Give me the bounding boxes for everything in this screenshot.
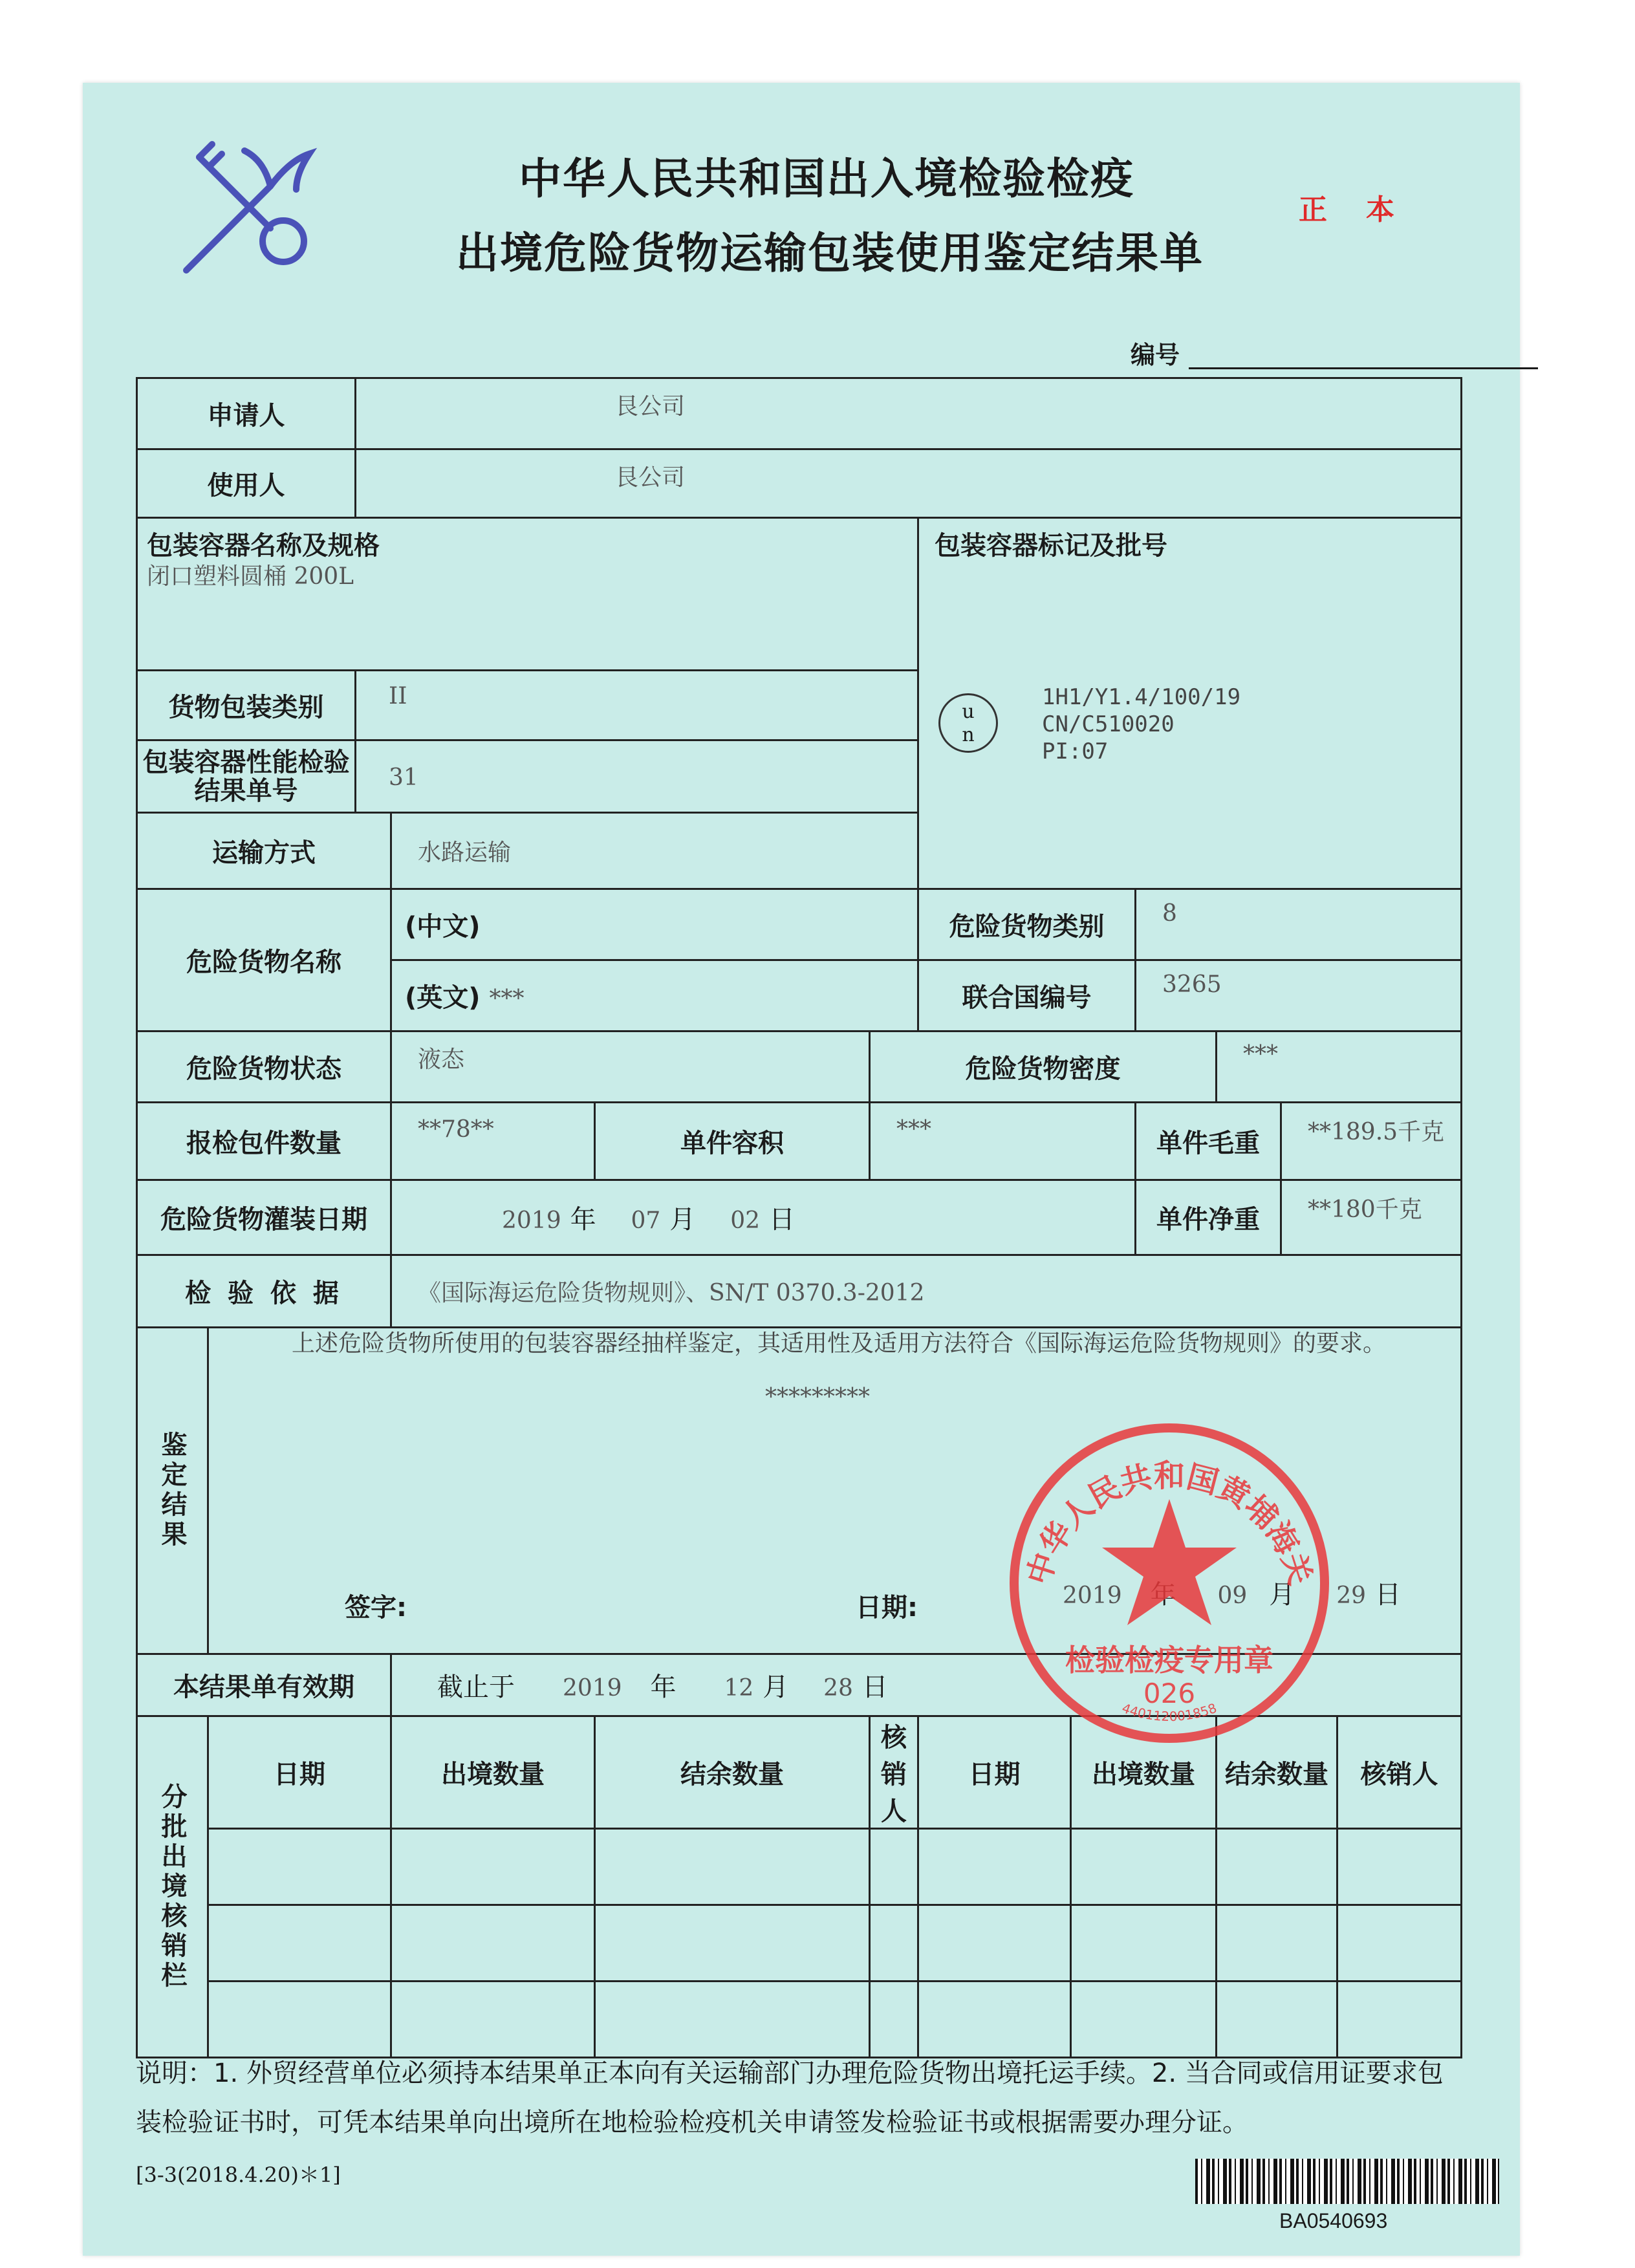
certificate-paper bbox=[83, 83, 1520, 2256]
un-number-label: 联合国编号 bbox=[918, 960, 1136, 1031]
transport-value: 水路运输 bbox=[391, 813, 918, 889]
goods-name-en-value: *** bbox=[489, 986, 525, 1012]
barcode-number: BA0540693 bbox=[1279, 2209, 1388, 2232]
batch-header-export-qty-2: 出境数量 bbox=[1071, 1716, 1217, 1829]
container-name-value: 闭口塑料圆桶 200L bbox=[147, 563, 354, 590]
container-mark-label: 包装容器标记及批号 bbox=[935, 531, 1167, 561]
certificate-form bbox=[136, 377, 1462, 2058]
transport-label: 运输方式 bbox=[137, 813, 391, 889]
official-seal-icon bbox=[1001, 1415, 1337, 1751]
un-number-value: 3265 bbox=[1136, 960, 1462, 1031]
batch-row bbox=[137, 1829, 1462, 1905]
result-stars: ********* bbox=[765, 1384, 870, 1410]
batch-header-balance-qty-2: 结余数量 bbox=[1217, 1716, 1337, 1829]
user-value: 艮公司 bbox=[356, 449, 1462, 518]
package-count-label: 报检包件数量 bbox=[137, 1103, 391, 1180]
result-label: 鉴定结果 bbox=[157, 1431, 187, 1550]
unit-volume-label: 单件容积 bbox=[595, 1103, 870, 1180]
net-weight-value: **180千克 bbox=[1281, 1180, 1462, 1255]
performance-no-value: 31 bbox=[356, 740, 918, 813]
container-mark-codes bbox=[1042, 684, 1240, 765]
goods-state-value: 液态 bbox=[391, 1031, 870, 1103]
goods-name-cn-label: (中文) bbox=[405, 912, 481, 942]
goods-density-label: 危险货物密度 bbox=[870, 1031, 1217, 1103]
basis-label: 检 验 依 据 bbox=[137, 1255, 391, 1328]
container-mark-line1: 1H1/Y1.4/100/19 bbox=[1042, 684, 1241, 710]
validity-value: 截止于 2019 年 12 月 28 日 bbox=[391, 1654, 1462, 1716]
result-text: 上述危险货物所使用的包装容器经抽样鉴定，其适用性及适用方法符合《国际海运危险货物规则》的要求。 bbox=[292, 1330, 1387, 1357]
seal-bottom-digits: 440112001858 bbox=[1120, 1700, 1219, 1725]
goods-class-value: 8 bbox=[1136, 889, 1462, 960]
batch-header-verifier-1: 核销人 bbox=[870, 1716, 918, 1829]
performance-no-label: 包装容器性能检验结果单号 bbox=[137, 740, 356, 813]
packing-group-label: 货物包装类别 bbox=[137, 671, 356, 740]
batch-row bbox=[137, 1905, 1462, 1982]
form-code: [3-3(2018.4.20)＊1] bbox=[136, 2163, 341, 2187]
batch-header-date-2: 日期 bbox=[918, 1716, 1071, 1829]
applicant-value: 艮公司 bbox=[356, 378, 1462, 449]
seal-ring-text: 中华人民共和国黄埔海关 bbox=[1020, 1458, 1319, 1590]
container-mark-line3: PI:07 bbox=[1042, 739, 1109, 764]
net-weight-label: 单件净重 bbox=[1136, 1180, 1281, 1255]
batch-header-date-1: 日期 bbox=[208, 1716, 391, 1829]
container-name-cell bbox=[137, 518, 918, 671]
un-packaging-symbol-icon: u n bbox=[938, 693, 998, 753]
fill-date-label: 危险货物灌装日期 bbox=[137, 1180, 391, 1255]
goods-name-en-label: (英文) bbox=[405, 983, 481, 1013]
batch-header-verifier-2: 核销人 bbox=[1337, 1716, 1462, 1829]
batch-label-cell bbox=[137, 1716, 208, 2058]
result-date-value: 2019 09 月 29 日 bbox=[1063, 1580, 1401, 1610]
original-copy-mark: 正本 bbox=[1299, 193, 1433, 226]
container-mark-cell bbox=[918, 518, 1462, 889]
gross-weight-value: **189.5千克 bbox=[1281, 1103, 1462, 1180]
batch-header-export-qty-1: 出境数量 bbox=[391, 1716, 595, 1829]
result-date-label: 日期: bbox=[856, 1593, 918, 1623]
seal-inner-text: 检验检疫专用章 bbox=[1065, 1643, 1273, 1678]
basis-value: 《国际海运危险货物规则》、SN/T 0370.3-2012 bbox=[391, 1255, 1462, 1328]
goods-state-label: 危险货物状态 bbox=[137, 1031, 391, 1103]
batch-row bbox=[137, 1982, 1462, 2058]
user-label: 使用人 bbox=[137, 449, 356, 518]
result-label-cell bbox=[137, 1328, 208, 1654]
sign-label: 签字: bbox=[345, 1593, 407, 1623]
packing-group-value: II bbox=[356, 671, 918, 740]
batch-header-balance-qty-1: 结余数量 bbox=[595, 1716, 870, 1829]
fill-date-value: 2019 年 07 月 02 日 bbox=[391, 1180, 1136, 1255]
validity-label: 本结果单有效期 bbox=[137, 1654, 391, 1716]
goods-name-label: 危险货物名称 bbox=[137, 889, 391, 1031]
notes-text: 说明：1. 外贸经营单位必须持本结果单正本向有关运输部门办理危险货物出境托运手续。2. 当合同或信用证要求包装检验证书时，可凭本结果单向出境所在地检验检疫机关申请签发检验证书或根据需要办理分证。 bbox=[136, 2058, 1444, 2137]
title-line2: 出境危险货物运输包装使用鉴定结果单 bbox=[456, 228, 1204, 278]
package-count-value: **78** bbox=[391, 1103, 595, 1180]
container-mark-line2: CN/C510020 bbox=[1042, 711, 1175, 737]
seal-number: 026 bbox=[1143, 1678, 1196, 1709]
goods-class-label: 危险货物类别 bbox=[918, 889, 1136, 960]
customs-emblem-icon bbox=[173, 135, 322, 283]
goods-density-value: *** bbox=[1217, 1031, 1462, 1103]
applicant-label: 申请人 bbox=[137, 378, 356, 449]
serial-label: 编号 bbox=[1131, 341, 1180, 369]
unit-volume-value: *** bbox=[870, 1103, 1136, 1180]
gross-weight-label: 单件毛重 bbox=[1136, 1103, 1281, 1180]
serial-underline bbox=[1189, 367, 1538, 369]
batch-label: 分批出境核销栏 bbox=[157, 1782, 187, 1991]
container-name-label: 包装容器名称及规格 bbox=[147, 531, 380, 561]
goods-name-en bbox=[391, 960, 918, 1031]
goods-name-cn bbox=[391, 889, 918, 960]
title-line1: 中华人民共和国出入境检验检疫 bbox=[519, 154, 1134, 204]
barcode-icon bbox=[1195, 2159, 1499, 2204]
